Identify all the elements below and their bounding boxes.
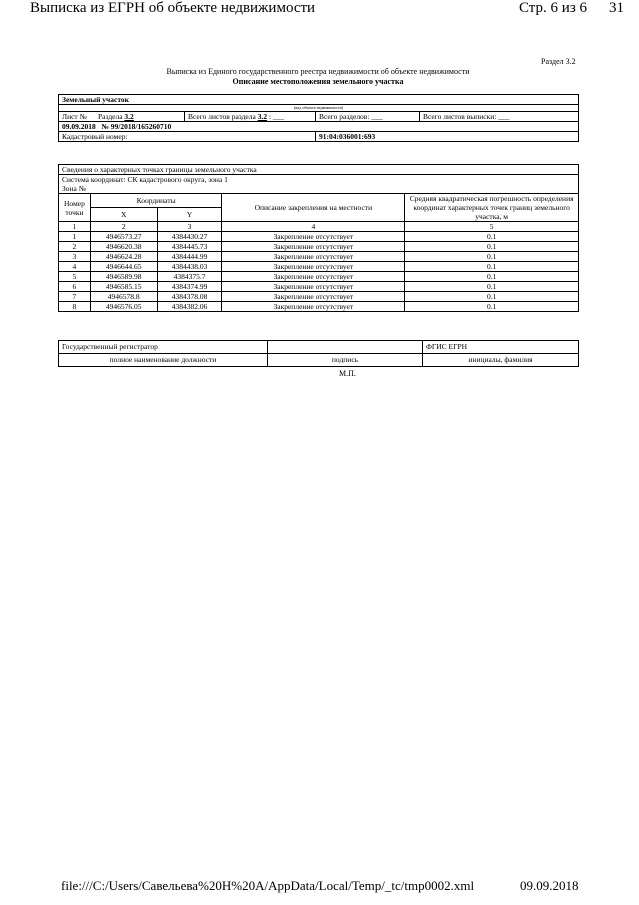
point-y: 4384430.27 bbox=[157, 232, 222, 242]
point-desc: Закрепление отсутствует bbox=[222, 302, 405, 312]
registrar-position: Государственный регистратор bbox=[59, 341, 268, 354]
sheet-no-label: Лист № bbox=[62, 112, 87, 121]
point-y: 4384378.08 bbox=[157, 292, 222, 302]
stamp-placeholder: М.П. bbox=[339, 369, 356, 378]
total-sections-blank: ___ bbox=[371, 112, 383, 121]
point-number: 3 bbox=[59, 252, 91, 262]
section-value: 3.2 bbox=[124, 112, 134, 121]
point-number: 2 bbox=[59, 242, 91, 252]
point-error: 0.1 bbox=[405, 262, 579, 272]
table-row bbox=[59, 242, 579, 252]
point-number: 7 bbox=[59, 292, 91, 302]
page-indicator: Стр. 6 из 6 bbox=[519, 0, 587, 16]
table-row bbox=[59, 232, 579, 242]
total-sheets-extract-label: Всего листов выписки: bbox=[423, 112, 497, 121]
point-desc: Закрепление отсутствует bbox=[222, 252, 405, 262]
section-label: Раздел 3.2 bbox=[541, 57, 576, 66]
table-row bbox=[59, 262, 579, 272]
point-error: 0.1 bbox=[405, 242, 579, 252]
footer-file-path: file:///C:/Users/Савельева%20Н%20А/AppData/Local/Temp/_tc/tmp0002.xml bbox=[61, 878, 475, 893]
caption-signature: подпись bbox=[268, 354, 423, 367]
point-number: 5 bbox=[59, 272, 91, 282]
total-sheets-extract-cell bbox=[420, 112, 579, 122]
point-x: 4946644.65 bbox=[90, 262, 157, 272]
point-desc: Закрепление отсутствует bbox=[222, 292, 405, 302]
cadastral-label: Кадастровый номер: bbox=[59, 132, 316, 142]
col-x-header: X bbox=[90, 208, 157, 222]
point-x: 4946620.38 bbox=[90, 242, 157, 252]
point-y: 4384375.7 bbox=[157, 272, 222, 282]
caption-position: полное наименование должности bbox=[59, 354, 268, 367]
point-desc: Закрепление отсутствует bbox=[222, 262, 405, 272]
point-number: 6 bbox=[59, 282, 91, 292]
total-sections-cell bbox=[316, 112, 420, 122]
point-error: 0.1 bbox=[405, 302, 579, 312]
zone-label: Зона № bbox=[62, 184, 86, 193]
point-x: 4946578.8 bbox=[90, 292, 157, 302]
point-y: 4384382.06 bbox=[157, 302, 222, 312]
col-num-5: 5 bbox=[405, 222, 579, 232]
point-error: 0.1 bbox=[405, 272, 579, 282]
sheet-number: 31 bbox=[609, 0, 624, 16]
signature-table bbox=[58, 340, 579, 367]
extract-date: 09.09.2018 bbox=[62, 122, 96, 131]
total-sheets-section-label: Всего листов раздела bbox=[188, 112, 256, 121]
signature-field bbox=[268, 341, 423, 354]
caption-initials: инициалы, фамилия bbox=[423, 354, 579, 367]
point-desc: Закрепление отсутствует bbox=[222, 282, 405, 292]
doc-title-line2: Описание местоположения земельного участка bbox=[232, 77, 404, 86]
table-row bbox=[59, 292, 579, 302]
footer-date: 09.09.2018 bbox=[520, 878, 579, 893]
object-info-table bbox=[58, 94, 579, 142]
col-num-2: 2 bbox=[90, 222, 157, 232]
table-row bbox=[59, 282, 579, 292]
table-row bbox=[59, 252, 579, 262]
table-row bbox=[59, 302, 579, 312]
point-desc: Закрепление отсутствует bbox=[222, 272, 405, 282]
document-header-title: Выписка из ЕГРН об объекте недвижимости bbox=[30, 0, 316, 16]
coord-system: Система координат: СК кадастрового округа, зона 1 bbox=[62, 175, 228, 184]
col-number-header: Номер точки bbox=[59, 194, 91, 222]
point-y: 4384445.73 bbox=[157, 242, 222, 252]
boundary-points-table bbox=[58, 164, 579, 312]
col-num-1: 1 bbox=[59, 222, 91, 232]
col-num-4: 4 bbox=[222, 222, 405, 232]
point-error: 0.1 bbox=[405, 292, 579, 302]
point-number: 1 bbox=[59, 232, 91, 242]
col-y-header: Y bbox=[157, 208, 222, 222]
points-caption: Сведения о характерных точках границы земельного участка bbox=[59, 165, 579, 175]
number-label: № bbox=[101, 122, 109, 131]
point-x: 4946589.98 bbox=[90, 272, 157, 282]
object-type-caption: (вид объекта недвижимости) bbox=[59, 105, 579, 112]
total-sheets-section-blank: ___ bbox=[272, 112, 285, 121]
point-error: 0.1 bbox=[405, 282, 579, 292]
point-x: 4946585.15 bbox=[90, 282, 157, 292]
total-sections-label: Всего разделов: bbox=[319, 112, 370, 121]
date-number-row bbox=[59, 122, 579, 132]
point-error: 0.1 bbox=[405, 252, 579, 262]
point-y: 4384444.99 bbox=[157, 252, 222, 262]
point-x: 4946624.28 bbox=[90, 252, 157, 262]
cadastral-value: 91:04:036001:693 bbox=[316, 132, 579, 142]
sheet-section-cell bbox=[59, 112, 185, 122]
point-number: 4 bbox=[59, 262, 91, 272]
col-desc-header: Описание закрепления на местности bbox=[222, 194, 405, 222]
total-sheets-extract-blank: ___ bbox=[498, 112, 510, 121]
object-type: Земельный участок bbox=[59, 95, 579, 105]
extract-number: 99/2018/165260710 bbox=[110, 122, 172, 131]
section-label-inline: Раздела bbox=[98, 112, 123, 121]
total-sheets-section-cell: Всего листов раздела 3.2 : ___ bbox=[185, 112, 316, 122]
point-x: 4946573.27 bbox=[90, 232, 157, 242]
point-desc: Закрепление отсутствует bbox=[222, 232, 405, 242]
point-x: 4946576.05 bbox=[90, 302, 157, 312]
point-desc: Закрепление отсутствует bbox=[222, 242, 405, 252]
point-y: 4384374.99 bbox=[157, 282, 222, 292]
point-y: 4384438.03 bbox=[157, 262, 222, 272]
total-sheets-section-value: 3.2 bbox=[257, 112, 268, 121]
point-number: 8 bbox=[59, 302, 91, 312]
col-error-header: Средняя квадратическая погрешность определения координат характерных точек границ земельного участка, м bbox=[405, 194, 579, 222]
doc-title-line1: Выписка из Единого государственного реестра недвижимости об объекте недвижимости bbox=[166, 67, 470, 76]
col-coords-header: Координаты bbox=[90, 194, 222, 208]
coord-system-cell bbox=[59, 175, 579, 194]
doc-title bbox=[58, 67, 578, 87]
registrar-org: ФГИС ЕГРН bbox=[423, 341, 579, 354]
table-row bbox=[59, 272, 579, 282]
col-num-3: 3 bbox=[157, 222, 222, 232]
point-error: 0.1 bbox=[405, 232, 579, 242]
